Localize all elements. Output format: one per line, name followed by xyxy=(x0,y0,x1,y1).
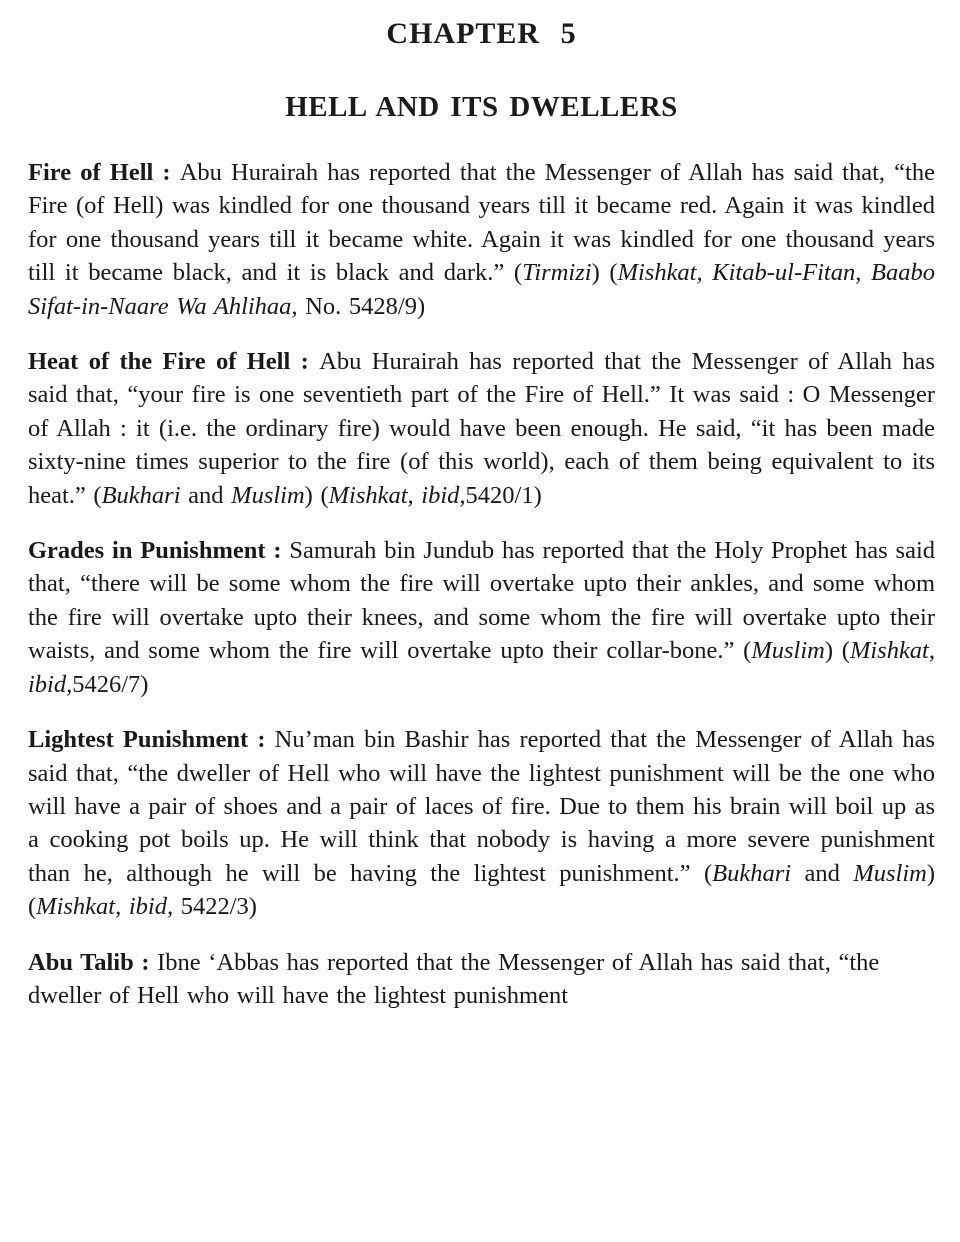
text-segment-italic: Mishkat, ibid, xyxy=(328,481,466,509)
text-segment-bold: Fire of Hell : xyxy=(28,159,180,186)
text-segment-italic: Mishkat, ibid, xyxy=(36,893,174,921)
paragraph-lightest-punishment xyxy=(28,723,935,923)
text-segment-bold: Lightest Punishment : xyxy=(28,726,275,754)
chapter-body xyxy=(28,156,935,1012)
text-segment-normal: 5422/3) xyxy=(173,893,257,921)
paragraph-abu-talib xyxy=(28,946,935,1013)
text-segment-italic: Tirmizi xyxy=(522,259,592,287)
paragraph-fire-of-hell xyxy=(28,156,935,323)
text-segment-italic: Muslim xyxy=(231,481,305,509)
text-segment-normal: 5420/1) xyxy=(465,481,542,509)
text-segment-normal: and xyxy=(180,481,232,509)
text-segment-italic: Bukhari xyxy=(101,481,181,509)
text-segment-italic: Bukhari xyxy=(712,859,792,887)
text-segment-normal: Samurah bin Jundub has reported that the Holy Prophet has said that, “there will be some whom the fire will overtake upto their ankles, and some whom the fire will overtake upto their knees, and some whom the fire will overtake upto their waists, and some whom the fire will overtake upto their collar-bone.” ( xyxy=(28,537,935,665)
text-segment-normal: ) ( xyxy=(824,637,850,665)
text-segment-normal: and xyxy=(791,859,854,887)
text-segment-normal: Ibne ‘Abbas has reported that the Messenger of Allah has said that, “the dweller of Hell who will have the lightest punishment xyxy=(28,948,880,1009)
text-segment-normal: Abu Hurairah has reported that the Messenger of Allah has said that, “the Fire (of Hell) was kindled for one thousand years till it became red. Again it was kindled for one thousand years till it became white. Again it was kindled for one thousand years till it became black, and it is black and dark.” ( xyxy=(28,159,935,287)
chapter-heading: CHAPTER 5 xyxy=(386,17,577,50)
text-segment-bold: Heat of the Fire of Hell : xyxy=(28,348,320,376)
paragraph-grades-in-punishment xyxy=(28,534,935,701)
text-segment-italic: Muslim xyxy=(751,637,825,665)
text-segment-italic: Mishkat, Kitab-ul-Fitan, Baabo Sifat-in-Naare Wa Ahlihaa, xyxy=(28,259,935,320)
text-segment-italic: Mishkat, ibid, xyxy=(28,637,935,698)
text-segment-normal: ) ( xyxy=(28,859,935,921)
text-segment-normal: ) ( xyxy=(304,481,329,509)
paragraph-heat-of-the-fire-of-hell xyxy=(28,345,935,512)
text-segment-normal: ) ( xyxy=(591,259,618,287)
text-segment-normal: Abu Hurairah has reported that the Messenger of Allah has said that, “your fire is one seventieth part of the Fire of Hell.” It was said : O Messenger of Allah : it (i.e. the ordinary fire) would have been enough. He said, “it has been made sixty-nine times superior to the fire (of this world), each of them being equivalent to its heat.” ( xyxy=(28,348,935,509)
chapter-title: HELL AND ITS DWELLERS xyxy=(285,91,678,123)
text-segment-normal: No. 5428/9) xyxy=(297,292,426,320)
text-segment-bold: Grades in Punishment : xyxy=(28,537,290,565)
text-segment-bold: Abu Talib : xyxy=(28,948,158,976)
text-segment-normal: 5426/7) xyxy=(72,670,149,698)
text-segment-normal: Nu’man bin Bashir has reported that the Messenger of Allah has said that, “the dweller of Hell who will have the lightest punishment will be the one who will have a pair of shoes and a pair of laces of fire. Due to them his brain will boil up as a cooking pot boils up. He will think that nobody is having a more severe punishment than he, although he will be having the lightest punishment.” ( xyxy=(28,726,935,887)
text-segment-italic: Muslim xyxy=(853,859,927,887)
